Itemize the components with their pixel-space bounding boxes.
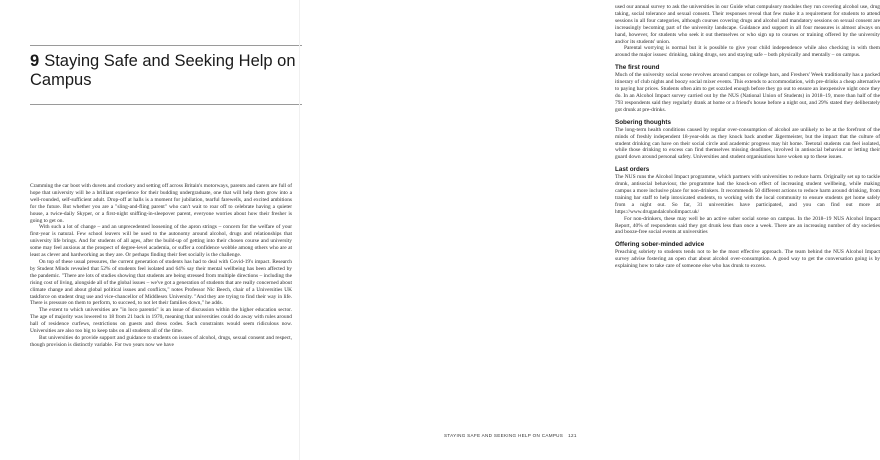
right-body-column bbox=[615, 4, 880, 270]
right-page bbox=[300, 0, 880, 460]
chapter-title: Staying Safe and Seeking Help on Campus bbox=[30, 52, 296, 89]
paragraph: The extent to which universities are "in loco parentis" is an issue of discussion within the higher education sector. The age of majority was lowered to 18 from 21 back in 1970, meaning that universities could do away with rules around hall of residence curfews, restrictions on guests and dress codes. Such constraints would seem ridiculous now. Universities are also too big to keep tabs on all students all of the time. bbox=[30, 307, 292, 335]
page-number: 121 bbox=[568, 433, 577, 438]
paragraph: Cramming the car boot with duvets and crockery and setting off across Britain's motorways, parents and carers are full of hope that university will be a brilliant experience for their budding undergraduate, one that will help them grow into a well-rounded, self-sufficient adult. Drop-off at halls is a moment for jubilation, tearful farewells, and excited ambitions for the future. But whether you are a "sling-and-fling parent" who can't wait to roar off to celebrate having a quieter house, a twice-daily Skyper, or a first-night sniffing-in-sleepover parent, everyone worries about how their fresher is going to get on. bbox=[30, 183, 292, 224]
running-footer bbox=[444, 433, 577, 438]
paragraph: For non-drinkers, these may well be an active sober social scene on campus. In the 2018–19 NUS Alcohol Impact Report, 40% of respondents said they got drunk less than once a week. There are an increasing number of dry societies and booze-free social events at universities bbox=[615, 215, 880, 236]
running-head: STAYING SAFE AND SEEKING HELP ON CAMPUS bbox=[444, 433, 564, 438]
chapter-heading bbox=[30, 52, 298, 90]
chapter-number: 9 bbox=[30, 52, 40, 70]
paragraph: With such a lot of change – and an unprecedented loosening of the apron strings – concern for the welfare of your first-year is natural. Few school leavers will be used to the autonomy around alcohol, drugs and relationships that university life brings. And for students of all ages, after the build-up of getting into their chosen course and university some may feel anxious at the prospect of degree-level academia, or suffer a confidence wobble among others who are at least as clever and hardworking as they are. Or perhaps finding their feet socially is the challenge. bbox=[30, 224, 292, 259]
paragraph: used our annual survey to ask the universities in our Guide what compulsory modules they run covering alcohol use, drug taking, social tolerance and sexual consent. Their responses reveal that few make it a requirement for students to attend sessions in all four categories, although courses covering drugs and alcohol and mandatory sessions on sexual consent are increasingly becoming part of the university landscape. Guidance and support in all four measures is almost always on hand, however, for students who seek it out themselves or who sign up to courses or training offered by the university and/or its students' union. bbox=[615, 4, 880, 45]
section-heading: The first round bbox=[615, 64, 660, 72]
paragraph: The long-term health conditions caused by regular over-consumption of alcohol are unlikely to be at the forefront of the minds of freshly independent 18-year-olds as they knock back another Jägermeister, but the impact that the culture of student drinking can have on their social circle and academic progress may hit home. Teetotal students can feel isolated, while those drinking to excess can find themselves missing deadlines, involved in antisocial behaviour or letting their guard down around personal safety. Universities and student organisations have woken up to these issues. bbox=[615, 126, 880, 161]
chapter-rule-bottom bbox=[30, 104, 302, 105]
paragraph: The NUS runs the Alcohol Impact programme, which partners with universities to reduce harm. Originally set up to tackle drunk, antisocial behaviour, the programme had the knock-on effect of increasing student wellbeing, while making campus a more inclusive place for non-drinkers. It recommends 50 different actions to reduce harm around drinking, from training bar staff to help intoxicated students, to working with the local community to ensure students get home safely from a night out. So far, 31 universities have participated, and you can find out more at https://www.drugandalcoholimpact.uk/ bbox=[615, 174, 880, 215]
section-heading: Offering sober-minded advice bbox=[615, 241, 705, 249]
section-heading: Sobering thoughts bbox=[615, 118, 671, 126]
paragraph: On top of these usual pressures, the current generation of students has had to deal with Covid-19's impact. Research by Student Minds revealed that 52% of students feel isolated and 64% say their mental wellbeing has been affected by the pandemic. "There are lots of studies showing that students are being stressed from multiple directions – including the rising cost of living, alongside all of the global issues – we've got a generation of students that are really concerned about climate change and about global political issues and conflicts," notes Professor Nic Beech, chair of a Universities UK taskforce on student drug use and vice-chancellor of Middlesex University. "And they are trying to find their way in life. There is pressure on them to perform, to succeed, to not let their families down," he adds. bbox=[30, 258, 292, 307]
section-heading: Last orders bbox=[615, 166, 650, 174]
left-body-column bbox=[30, 183, 292, 349]
left-page bbox=[0, 0, 300, 460]
paragraph: Parental worrying is normal but it is possible to give your child independence while also checking in with them around the major issues: drinking, taking drugs, sex and staying safe – both physically and mentally – on campus. bbox=[615, 45, 880, 59]
paragraph: Much of the university social scene revolves around campus or college bars, and Freshers' Week traditionally has a packed itinerary of club nights and boozy social mixer events. This extends to accommodation, with pre-drinks a cheap alternative to paying bar prices. Students often aim to get sozzled enough before they go out to ensure an inexpensive night once they do. In an Alcohol Impact survey carried out by the NUS (National Union of Students) in 2018–19, more than half of the 793 respondents said they regularly drank at home or a friend's house before a night out, and 29% stated they deliberately got drunk at pre-drinks. bbox=[615, 72, 880, 113]
chapter-rule-top bbox=[30, 45, 302, 46]
paragraph: Preaching sobriety to students tends not to be the most effective approach. The team behind the NUS Alcohol Impact survey advise fostering an open chat about alcohol over-consumption. A good way to get the conversation going is by explaining how to take care of someone else who has drunk to excess. bbox=[615, 249, 880, 270]
paragraph: But universities do provide support and guidance to students on issues of alcohol, drugs, sexual consent and respect, though provision is distinctly variable. For two years now we have bbox=[30, 334, 292, 348]
